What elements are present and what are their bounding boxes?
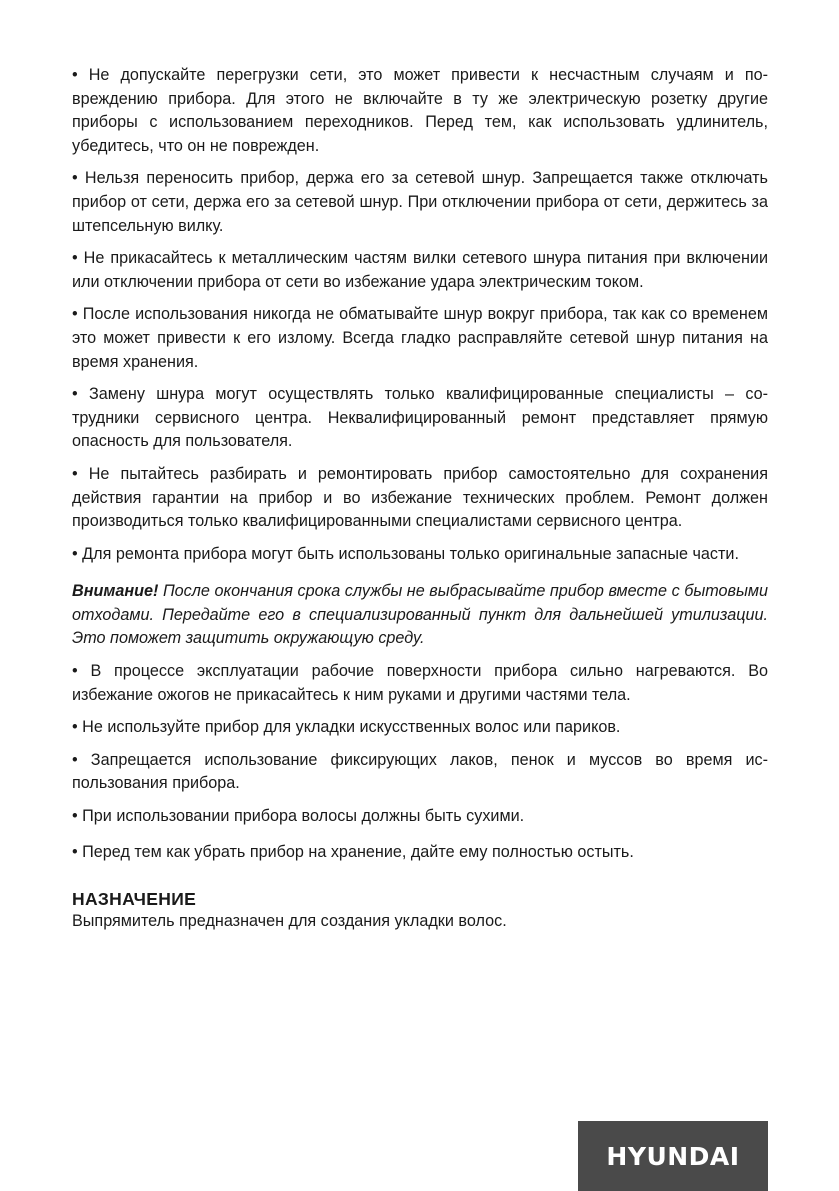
safety-paragraph: • Не пытайтесь разбирать и ремонтировать прибор самостоятельно для сохранения действия гарантии на прибор и во избежание технических проблем. Ремонт должен производиться только квалифицированными специалистами сервисного центра. [72,464,768,531]
safety-paragraph: • В процессе эксплуатации рабочие поверхности прибора сильно нагреваются. Во избежание ожогов не прикасайтесь к ним руками и другими частями тела. [72,662,768,704]
safety-paragraph: • Замену шнура могут осуществлять только квалифицированные специалисты – сотрудники сервисного центра. Неквалифицированный ремонт представляет прямую опасность для пользователя. [72,385,768,451]
brand-logo [578,1121,768,1191]
safety-paragraph: • Запрещается использование фиксирующих лаков, пенок и муссов во время использования прибора. [72,750,768,793]
safety-paragraph: • После использования никогда не обматывайте шнур вокруг прибора, так как со временем это может привести к его излому. Всегда гладко расправляйте сетевой шнур питания на время хранения. [72,305,768,371]
warning-lead: Внимание! [72,582,159,601]
safety-paragraph: • При использовании прибора волосы должны быть сухими. [72,807,525,826]
safety-paragraph: • Для ремонта прибора могут быть использованы только оригинальные запасные части. [72,544,739,563]
safety-paragraph: • Не прикасайтесь к металлическим частям вилки сетевого шнура питания при включении или отключении прибора от сети во избежание удара электрическим током. [72,249,768,291]
section-title: НАЗНАЧЕНИЕ [72,889,197,910]
section-body: Выпрямитель предназначен для создания укладки волос. [72,912,507,931]
disposal-warning [72,580,768,651]
page-content [72,64,768,933]
brand-logo-text: HYUNDAI [606,1141,740,1171]
safety-paragraph: • Нельзя переносить прибор, держа его за сетевой шнур. Запрещается также отключать прибор от сети, держа его за сетевой шнур. При отключении прибора от сети, держитесь за штепсельную вилку. [72,169,768,235]
safety-paragraph: • Перед тем как убрать прибор на хранение, дайте ему полностью остыть. [72,842,634,861]
safety-paragraph: • Не допускайте перегрузки сети, это может привести к несчастным случаям и повреждению прибора. Для этого не включайте в ту же электрическую розетку другие приборы с использованием переходников. Перед тем, как использовать удлинитель, убедитесь, что он не поврежден. [72,66,768,155]
warning-text: После окончания срока службы не выбрасывайте прибор вместе с бытовыми отходами. Передайте его в специализированный пункт для дальнейшей утилизации. Это поможет защитить окружающую среду. [72,582,768,648]
safety-paragraph: • Не используйте прибор для укладки искусственных волос или париков. [72,718,621,737]
